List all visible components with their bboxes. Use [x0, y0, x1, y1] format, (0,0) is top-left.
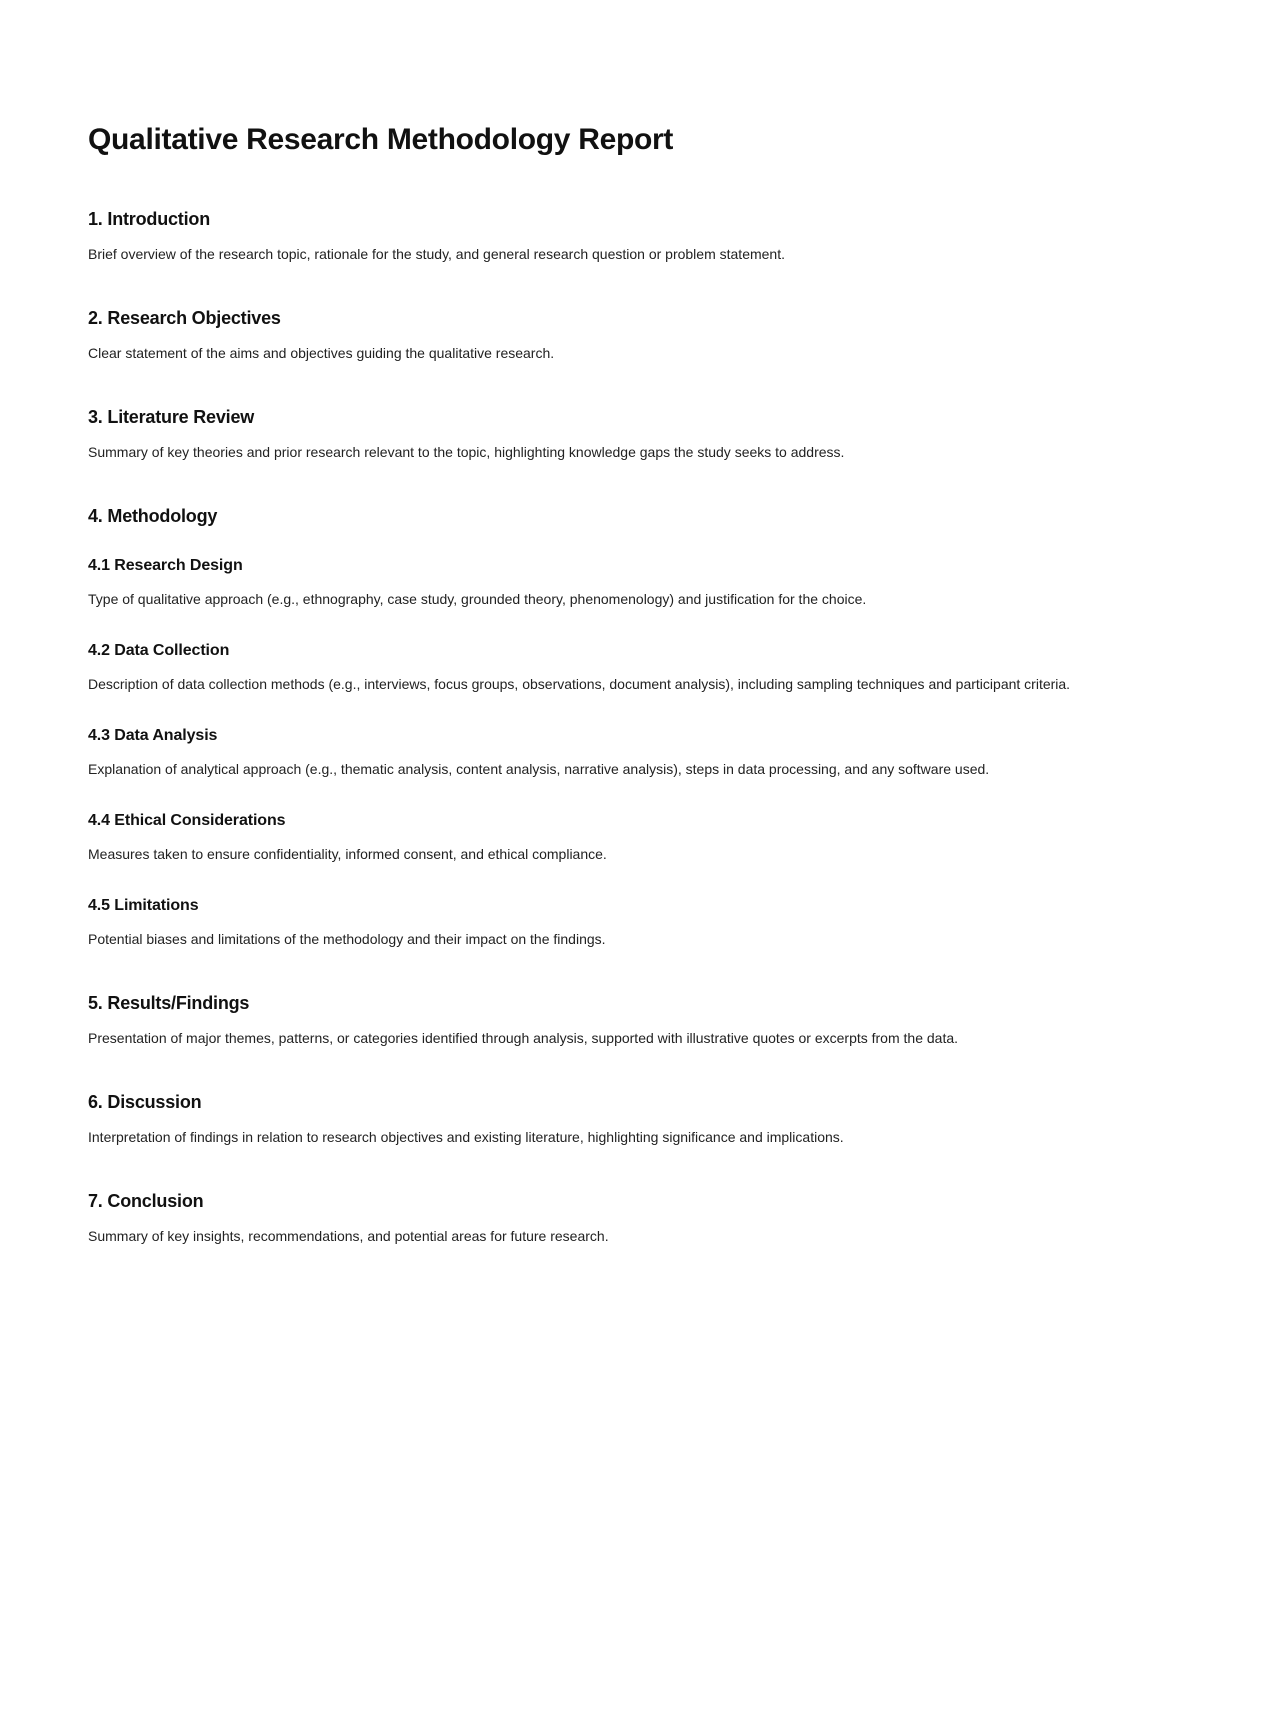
subsection-heading-limitations: 4.5 Limitations [88, 897, 199, 914]
page-title: Qualitative Research Methodology Report [88, 123, 674, 156]
subsection-heading-data-analysis: 4.3 Data Analysis [88, 727, 218, 744]
subsection-body-data-analysis: Explanation of analytical approach (e.g., thematic analysis, content analysis, narrative analysis), steps in data processing, and any software used. [88, 761, 990, 777]
section-body-results-findings: Presentation of major themes, patterns, or categories identified through analysis, supported with illustrative quotes or excerpts from the data. [88, 1030, 959, 1046]
section-heading-conclusion: 7. Conclusion [88, 1191, 204, 1211]
section-body-conclusion: Summary of key insights, recommendations, and potential areas for future research. [88, 1228, 609, 1244]
section-heading-introduction: 1. Introduction [88, 209, 210, 229]
section-body-research-objectives: Clear statement of the aims and objectives guiding the qualitative research. [88, 345, 555, 361]
section-conclusion [88, 1189, 1175, 1250]
section-discussion [88, 1090, 1175, 1151]
section-heading-methodology: 4. Methodology [88, 506, 218, 526]
section-introduction [88, 207, 1175, 268]
section-body-discussion: Interpretation of findings in relation to research objectives and existing literature, highlighting significance and implications. [88, 1129, 844, 1145]
subsection-body-research-design: Type of qualitative approach (e.g., ethnography, case study, grounded theory, phenomenology) and justification for the choice. [88, 591, 867, 607]
section-heading-literature-review: 3. Literature Review [88, 407, 255, 427]
subsection-heading-research-design: 4.1 Research Design [88, 557, 243, 574]
subsection-ethical-considerations [88, 810, 1175, 868]
subsection-research-design [88, 555, 1175, 613]
section-heading-discussion: 6. Discussion [88, 1092, 202, 1112]
section-results-findings [88, 991, 1175, 1052]
section-heading-results-findings: 5. Results/Findings [88, 993, 250, 1013]
subsection-body-data-collection: Description of data collection methods (e.g., interviews, focus groups, observations, document analysis), including sampling techniques and participant criteria. [88, 676, 1071, 692]
section-literature-review [88, 405, 1175, 466]
subsection-data-collection [88, 640, 1175, 698]
subsection-body-ethical-considerations: Measures taken to ensure confidentiality, informed consent, and ethical compliance. [88, 846, 607, 862]
section-research-objectives [88, 306, 1175, 367]
section-methodology [88, 504, 1175, 528]
subsection-data-analysis [88, 725, 1175, 783]
subsection-heading-ethical-considerations: 4.4 Ethical Considerations [88, 812, 286, 829]
subsection-body-limitations: Potential biases and limitations of the methodology and their impact on the findings. [88, 931, 606, 947]
subsection-heading-data-collection: 4.2 Data Collection [88, 642, 230, 659]
section-body-literature-review: Summary of key theories and prior research relevant to the topic, highlighting knowledge gaps the study seeks to address. [88, 444, 845, 460]
section-heading-research-objectives: 2. Research Objectives [88, 308, 281, 328]
subsection-limitations [88, 895, 1175, 953]
section-body-introduction: Brief overview of the research topic, rationale for the study, and general research question or problem statement. [88, 246, 785, 262]
